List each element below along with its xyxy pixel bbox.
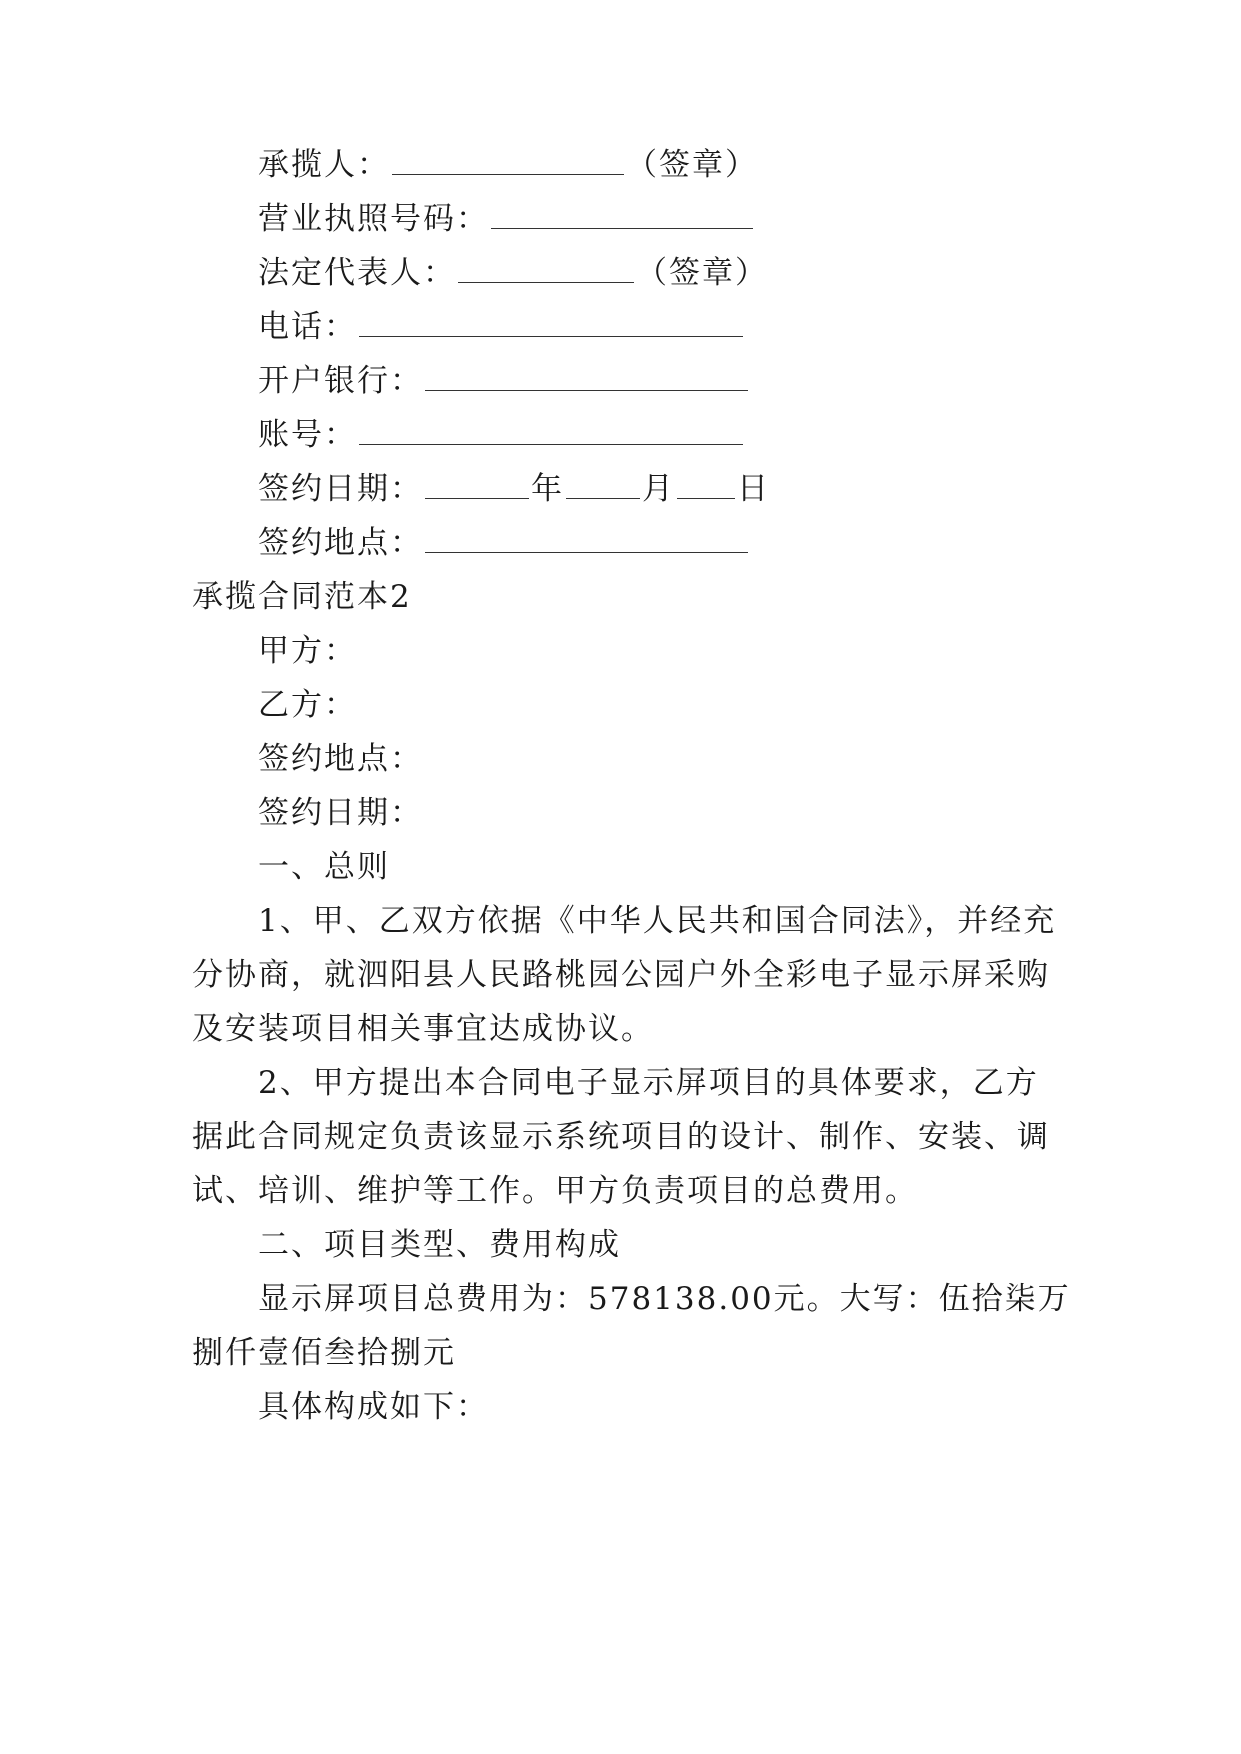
year-blank <box>425 468 529 499</box>
para1-line: 分协商，就泗阳县人民路桃园公园户外全彩电子显示屏采购 <box>192 957 1050 993</box>
para2-line: 试、培训、维护等工作。甲方负责项目的总费用。 <box>192 1173 918 1209</box>
bank-line <box>258 352 1128 410</box>
seal-note: （签章） <box>636 255 768 291</box>
account-line <box>258 406 1128 464</box>
sign-place: 签约地点： <box>258 741 423 777</box>
party-b: 乙方： <box>258 687 357 723</box>
account-blank <box>359 414 743 445</box>
place-blank <box>425 522 748 553</box>
contractor-blank <box>392 144 624 175</box>
legal-rep-blank <box>458 252 634 283</box>
phone-label: 电话： <box>258 309 357 345</box>
month-label: 月 <box>642 471 675 507</box>
legal-rep-label: 法定代表人： <box>258 255 456 291</box>
bank-blank <box>425 360 748 391</box>
para3-line: 捌仟壹佰叁拾捌元 <box>192 1335 456 1371</box>
date-line <box>258 460 1128 518</box>
para2-line: 据此合同规定负责该显示系统项目的设计、制作、安装、调 <box>192 1119 1050 1155</box>
para4: 具体构成如下： <box>258 1389 489 1425</box>
phone-blank <box>359 306 743 337</box>
sign-date: 签约日期： <box>258 795 423 831</box>
heading-project: 二、项目类型、费用构成 <box>258 1227 621 1263</box>
phone-line <box>258 298 1128 356</box>
para2-line: 2、甲方提出本合同电子显示屏项目的具体要求，乙方 <box>258 1065 1039 1101</box>
contractor-line <box>258 136 1128 194</box>
license-blank <box>491 198 753 229</box>
year-label: 年 <box>531 471 564 507</box>
contractor-label: 承揽人： <box>258 147 390 183</box>
section-title: 承揽合同范本2 <box>192 579 412 615</box>
para1-line: 及安装项目相关事宜达成协议。 <box>192 1011 654 1047</box>
date-label: 签约日期： <box>258 471 423 507</box>
day-label: 日 <box>737 471 770 507</box>
place-label: 签约地点： <box>258 525 423 561</box>
account-label: 账号： <box>258 417 357 453</box>
legal-rep-line <box>258 244 1128 302</box>
para1-line: 1、甲、乙双方依据《中华人民共和国合同法》，并经充 <box>258 903 1057 939</box>
seal-note: （签章） <box>626 147 758 183</box>
place-line <box>258 514 1128 572</box>
bank-label: 开户银行： <box>258 363 423 399</box>
day-blank <box>677 468 735 499</box>
party-a: 甲方： <box>258 633 357 669</box>
license-label: 营业执照号码： <box>258 201 489 237</box>
license-line <box>258 190 1128 248</box>
para3-line: 显示屏项目总费用为：578138.00元。大写：伍拾柒万 <box>258 1281 1071 1317</box>
month-blank <box>566 468 640 499</box>
heading-general: 一、总则 <box>258 849 390 885</box>
